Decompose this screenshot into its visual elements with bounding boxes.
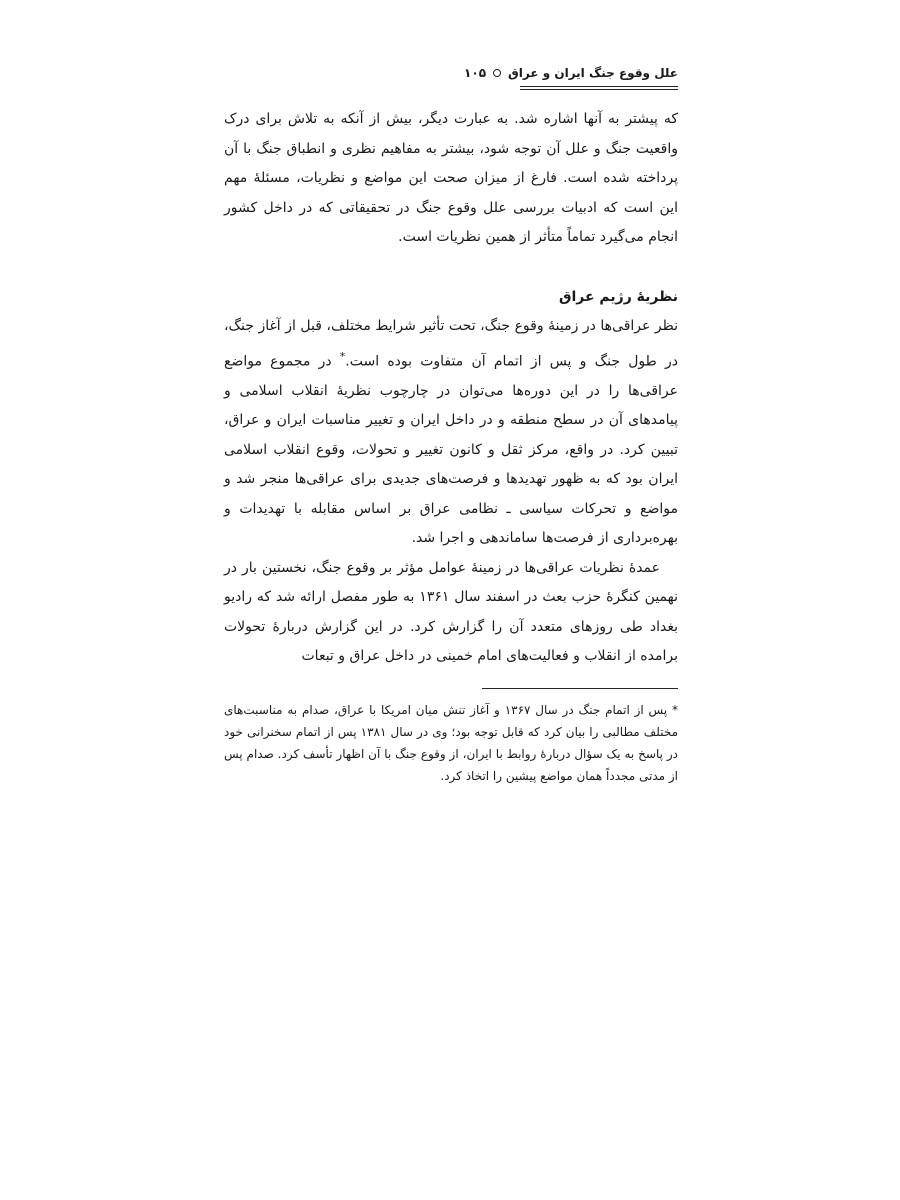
book-page [224, 62, 678, 799]
running-head-title: علل وقوع جنگ ایران و عراق [508, 66, 678, 80]
header-double-rule [520, 86, 678, 90]
intro-paragraph: که پیشتر به آنها اشاره شد. به عبارت دیگر، بیش از آنکه به تلاش برای درک واقعیت جنگ و علل آن توجه شود، بیشتر به مفاهیم نظری و انطباق جنگ با آن پرداخته شده است. فارغ از میزان صحت این مواضع و نظریات، مسئلۀ مهم این است که ادبیات بررسی علل وقوع جنگ در تحقیقاتی که در داخل کشور انجام می‌گیرد تماماً متأثر از همین نظریات است. [224, 111, 678, 245]
page-number: ۱۰۵ [464, 66, 487, 80]
body-paragraph-1 [224, 312, 678, 554]
paragraph-1-text-a: نظر عراقی‌ها در زمینۀ وقوع جنگ، تحت تأثیر شرایط مختلف، قبل از آغاز جنگ، در طول جنگ و پس از اتمام آن متفاوت بوده است. [224, 318, 678, 370]
footnote-reference-mark: * [339, 349, 346, 363]
section-heading: نظریۀ رژیم عراق [558, 288, 678, 305]
footnote [224, 699, 678, 787]
footnote-text: پس از اتمام جنگ در سال ۱۳۶۷ و آغاز تنش میان امریکا با عراق، صدام به مناسبت‌های مختلف مطالبی را بیان کرد که قابل توجه بود؛ وی در سال ۱۳۸۱ پس از اتمام سخنرانی خود در پاسخ به یک سؤال دربارۀ روابط با ایران، از وقوع جنگ با آن اظهار تأسف کرد. صدام پس از مدتی مجدداً همان مواضع پیشین را اتخاذ کرد. [224, 702, 678, 783]
footnote-divider [482, 688, 678, 689]
circle-separator-icon [493, 69, 501, 77]
running-head [224, 62, 678, 84]
footnote-mark: * [672, 702, 679, 717]
body-paragraph-2: عمدۀ نظریات عراقی‌ها در زمینۀ عوامل مؤثر بر وقوع جنگ، نخستین بار در نهمین کنگرۀ حزب بعث در اسفند سال ۱۳۶۱ به طور مفصل ارائه شد که رادیو بغداد طی روزهای متعدد آن را گزارش کرد. در این گزارش دربارۀ تحولات برامده از انقلاب و فعالیت‌های امام خمینی در داخل عراق و تبعات [224, 559, 678, 665]
paragraph-1-text-b: در مجموع مواضع عراقی‌ها را در این دوره‌ها می‌توان در چارچوب نظریۀ انقلاب اسلامی و پیامدهای آن در سطح منطقه و در داخل ایران و تغییر مناسبات ایران و عراق، تبیین کرد. در واقع، مرکز ثقل و کانون تغییر و تحولات، وقوع انقلاب اسلامی ایران بود که به ظهور تهدیدها و فرصت‌های جدیدی برای عراقی‌ها منجر شد و مواضع و تحرکات سیاسی ـ نظامی عراق بر اساس مقابله با تهدیدات و بهره‌برداری از فرصت‌ها ساماندهی و اجرا شد. [224, 353, 678, 547]
